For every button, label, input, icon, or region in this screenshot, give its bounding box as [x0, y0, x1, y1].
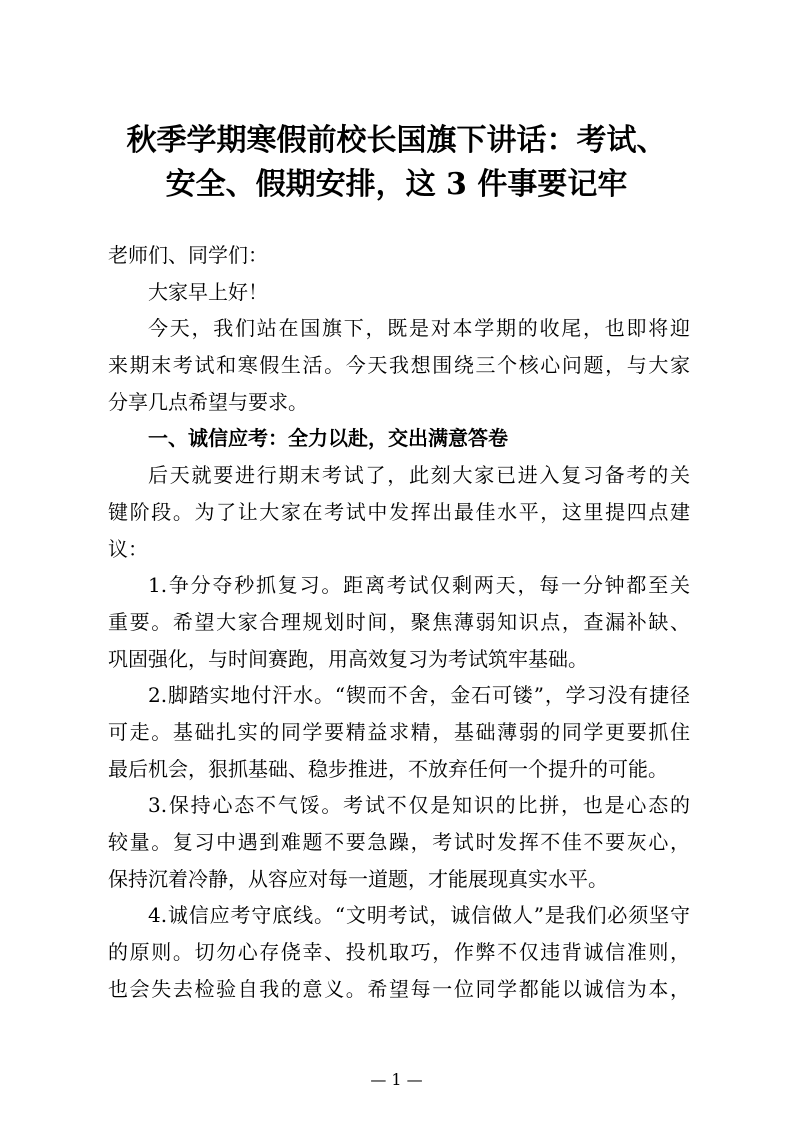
paragraph [108, 897, 690, 1007]
text-line: 键阶段。为了让大家在考试中发挥出最佳水平，这里提四点建 [108, 499, 690, 524]
text-line: 也会失去检验自我的意义。希望每一位同学都能以诚信为本， [108, 976, 690, 1001]
document-body [108, 237, 690, 1007]
text-line: 3.保持心态不气馁。考试不仅是知识的比拼，也是心态的 [148, 793, 690, 818]
text-line: 大家早上好！ [148, 279, 268, 304]
text-line: 议： [108, 536, 148, 561]
text-line: 来期末考试和寒假生活。今天我想围绕三个核心问题，与大家 [108, 353, 690, 378]
paragraph [108, 237, 690, 274]
text-line: 较量。复习中遇到难题不要急躁，考试时发挥不佳不要灰心， [108, 830, 690, 854]
text-line: 保持沉着冷静，从容应对每一道题，才能展现真实水平。 [108, 866, 608, 891]
text-line: 一、诚信应考：全力以赴，交出满意答卷 [148, 426, 508, 451]
paragraph [108, 274, 690, 311]
text-line: 可走。基础扎实的同学要精益求精，基础薄弱的同学更要抓住 [108, 719, 690, 744]
paragraph [108, 787, 690, 897]
text-line: 2.脚踏实地付汗水。“锲而不舍，金石可镂”，学习没有捷径 [148, 683, 690, 708]
title-line: 安全、假期安排，这 3 件事要记牢 [165, 167, 628, 202]
paragraph [108, 677, 690, 787]
text-line: 最后机会，狠抓基础、稳步推进，不放弃任何一个提升的可能。 [108, 756, 668, 781]
text-line: 的原则。切勿心存侥幸、投机取巧，作弊不仅违背诚信准则， [108, 940, 690, 965]
text-line: 重要。希望大家合理规划时间，聚焦薄弱知识点，查漏补缺、 [108, 609, 690, 634]
text-line: 分享几点希望与要求。 [108, 389, 308, 414]
text-line: 老师们、同学们： [108, 243, 268, 267]
text-line: 后天就要进行期末考试了，此刻大家已进入复习备考的关 [148, 463, 690, 488]
paragraph [108, 567, 690, 677]
text-line: 巩固强化，与时间赛跑，用高效复习为考试筑牢基础。 [108, 646, 588, 671]
paragraph [108, 457, 690, 567]
text-line: 今天，我们站在国旗下，既是对本学期的收尾，也即将迎 [148, 316, 690, 341]
text-line: 1.争分夺秒抓复习。距离考试仅剩两天，每一分钟都至关 [148, 573, 690, 598]
document-title [0, 119, 793, 207]
title-line: 秋季学期寒假前校长国旗下讲话：考试、 [126, 123, 667, 158]
text-line: 4.诚信应考守底线。“文明考试，诚信做人”是我们必须坚守 [148, 903, 690, 928]
paragraph [108, 310, 690, 420]
page-number: — 1 — [370, 1070, 423, 1089]
section-heading [108, 420, 690, 457]
